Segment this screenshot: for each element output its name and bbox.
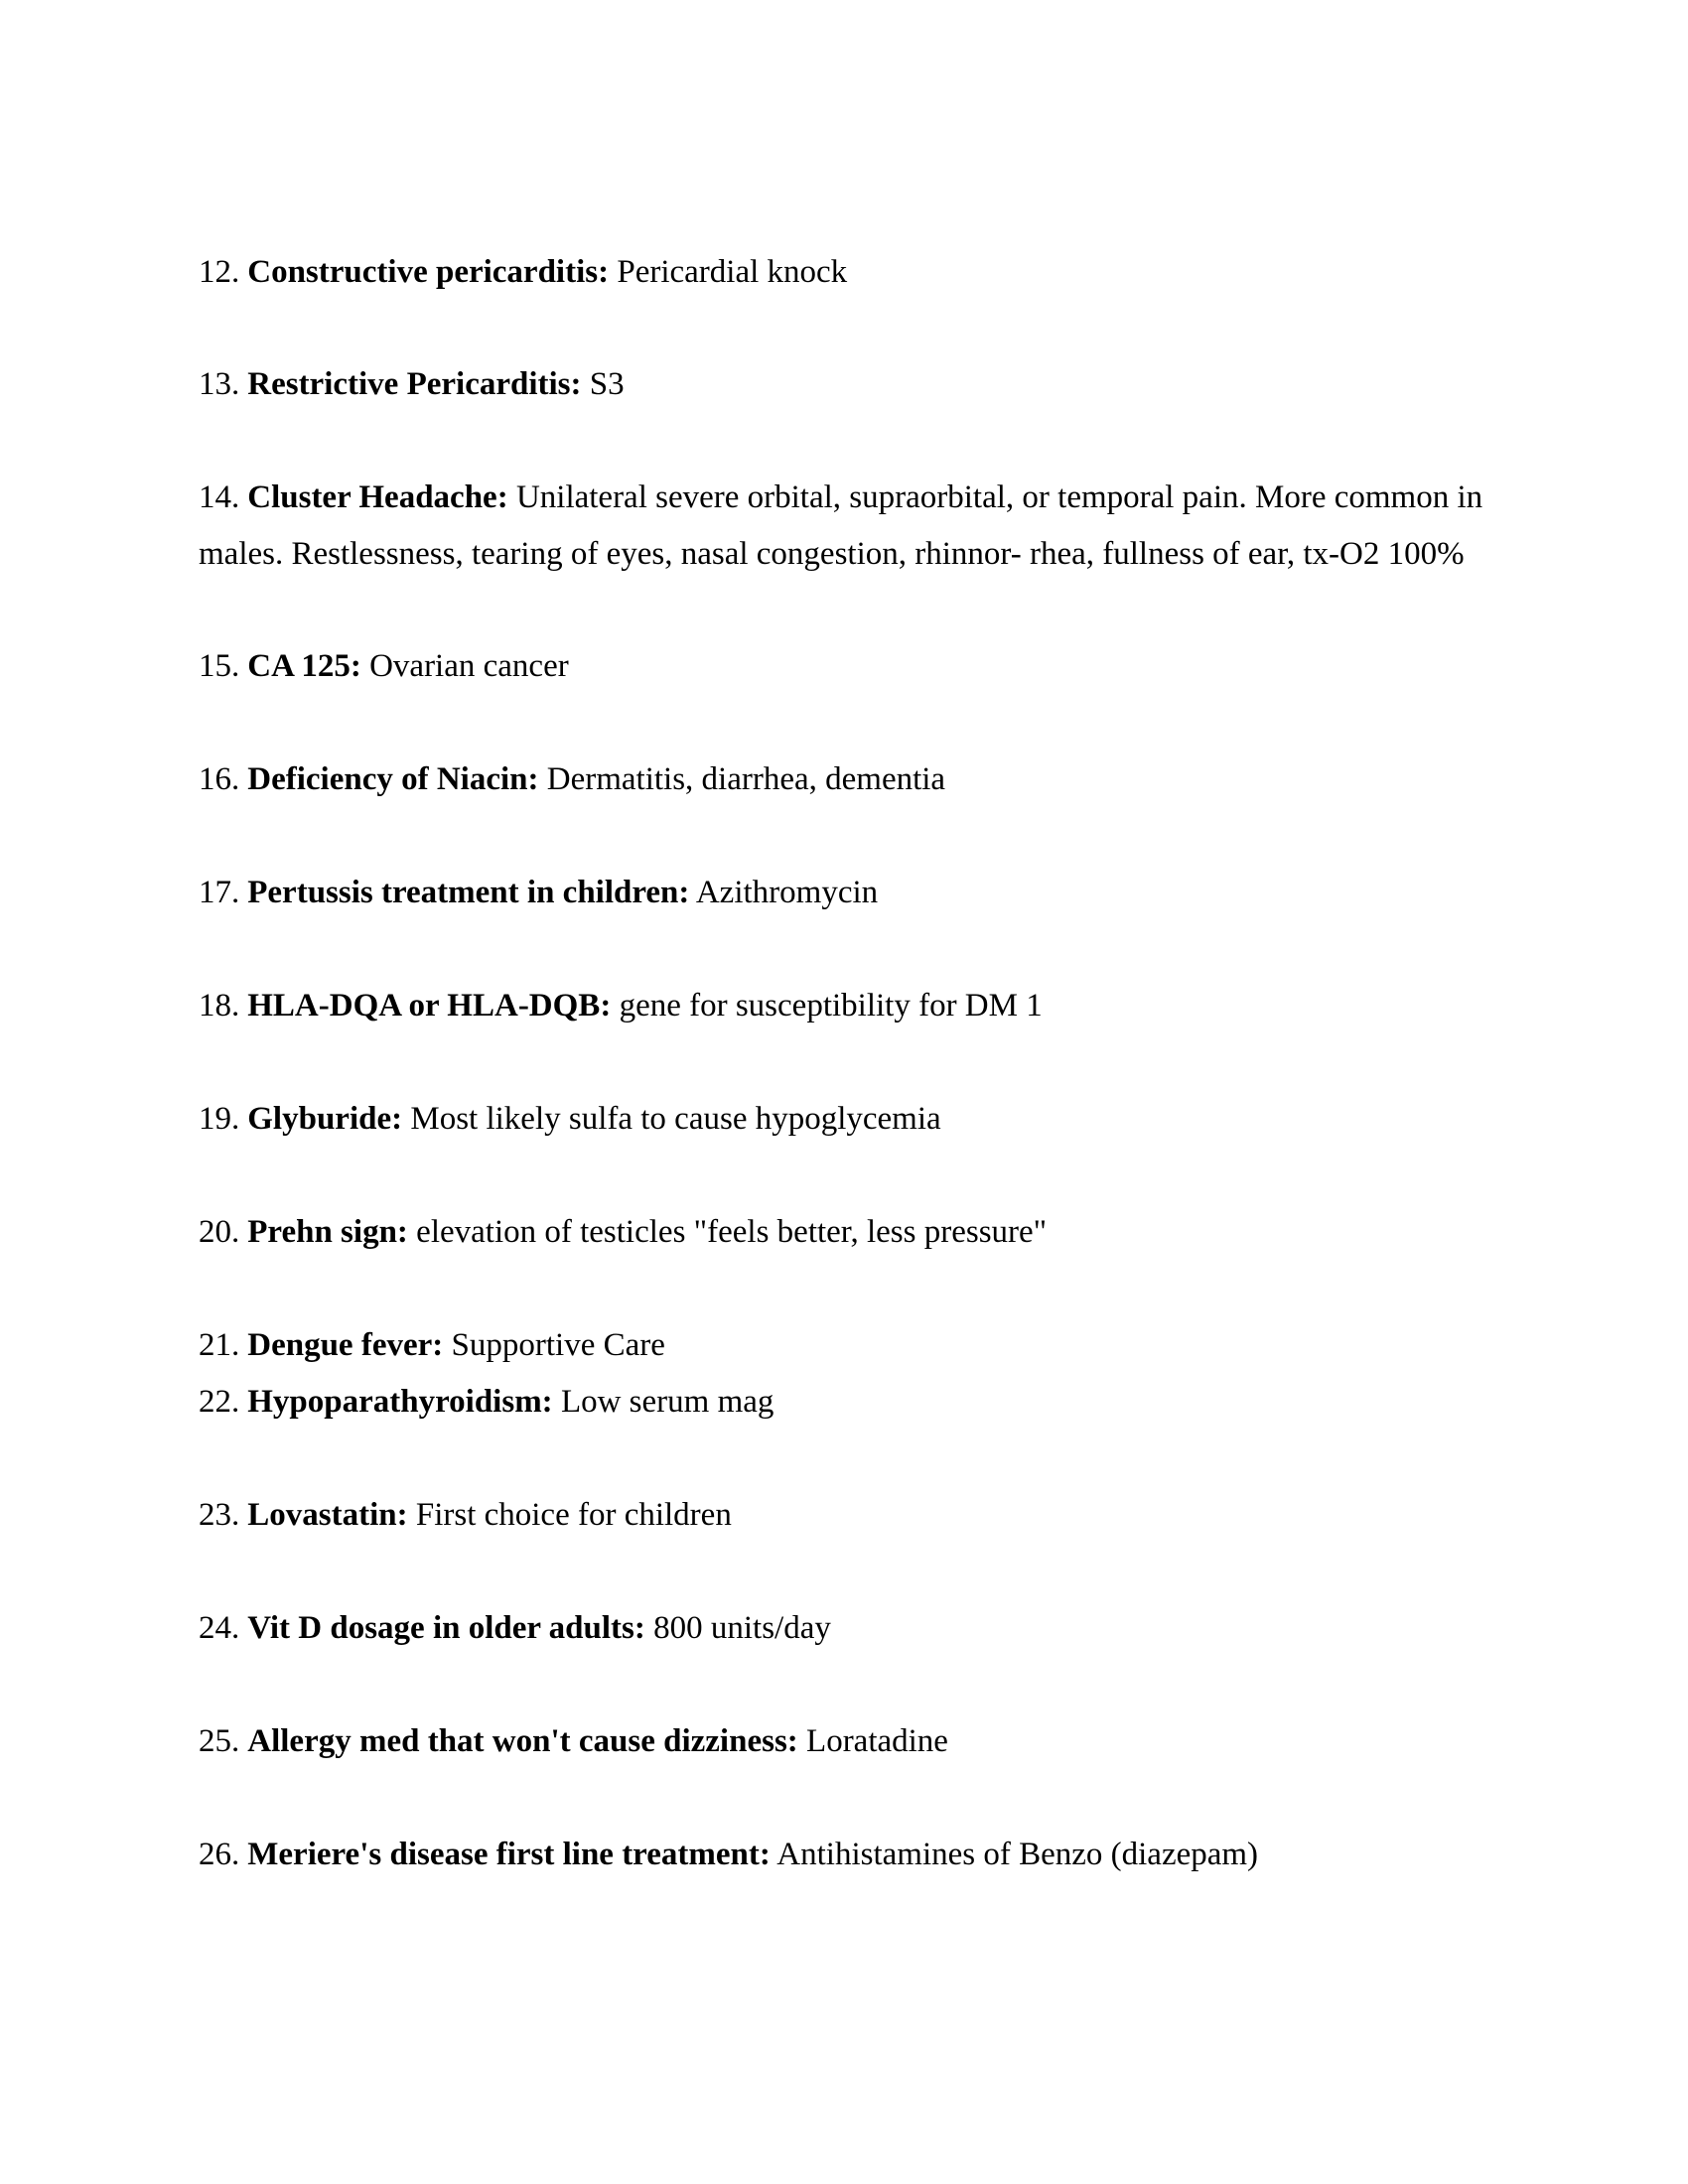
item-description: First choice for children [415,1497,732,1533]
list-item [199,1374,1489,1431]
list-item [199,1487,1489,1544]
list-item [199,1827,1489,1883]
item-number: 23. [199,1497,240,1533]
item-number: 15. [199,648,240,684]
list-item [199,751,1489,808]
item-number: 24. [199,1610,240,1646]
item-description: gene for susceptibility for DM 1 [619,988,1043,1024]
list-item [199,1204,1489,1261]
item-term: Dengue fever: [247,1327,444,1363]
item-number: 22. [199,1384,240,1420]
list-item [199,356,1489,413]
item-term: Meriere's disease first line treatment: [247,1837,771,1872]
item-term: Hypoparathyroidism: [247,1384,553,1420]
item-term: Pertussis treatment in children: [247,875,690,910]
item-number: 13. [199,366,240,402]
item-term: Vit D dosage in older adults: [247,1610,645,1646]
item-number: 16. [199,761,240,797]
list-item [199,865,1489,921]
item-number: 17. [199,875,240,910]
item-number: 21. [199,1327,240,1363]
item-term: HLA-DQA or HLA-DQB: [247,988,612,1024]
item-description: S3 [589,366,625,402]
item-description: 800 units/day [653,1610,831,1646]
item-description: Dermatitis, diarrhea, dementia [546,761,946,797]
item-description: Supportive Care [451,1327,665,1363]
item-term: Restrictive Pericarditis: [247,366,582,402]
item-number: 19. [199,1101,240,1137]
item-term: Deficiency of Niacin: [247,761,539,797]
list-item [199,1600,1489,1657]
item-description: Azithromycin [695,875,879,910]
item-description: Most likely sulfa to cause hypoglycemia [410,1101,941,1137]
item-number: 12. [199,254,240,290]
list-item [199,470,1489,583]
item-description: Antihistamines of Benzo (diazepam) [776,1837,1259,1872]
list-item [199,638,1489,695]
list-item [199,978,1489,1034]
item-term: CA 125: [247,648,361,684]
item-number: 14. [199,479,240,515]
item-term: Prehn sign: [247,1214,408,1250]
item-number: 18. [199,988,240,1024]
item-description: Loratadine [806,1723,948,1759]
item-number: 26. [199,1837,240,1872]
item-description: Pericardial knock [617,254,848,290]
item-term: Glyburide: [247,1101,403,1137]
item-term: Allergy med that won't cause dizziness: [247,1723,798,1759]
list-item [199,244,1489,301]
item-term: Cluster Headache: [247,479,508,515]
item-term: Lovastatin: [247,1497,408,1533]
item-description: Unilateral severe orbital, supraorbital, or temporal pain. More common in males. Restlessness, tearing of eyes, nasal congestion, rhinnor- rhea, fullness of ear, tx-O2 100% [199,479,1483,572]
list-item [199,1317,1489,1374]
item-number: 20. [199,1214,240,1250]
item-description: elevation of testicles "feels better, less pressure" [416,1214,1048,1250]
item-description: Ovarian cancer [369,648,569,684]
list-item [199,1713,1489,1770]
item-term: Constructive pericarditis: [247,254,610,290]
item-description: Low serum mag [560,1384,774,1420]
item-number: 25. [199,1723,240,1759]
list-item [199,1091,1489,1148]
